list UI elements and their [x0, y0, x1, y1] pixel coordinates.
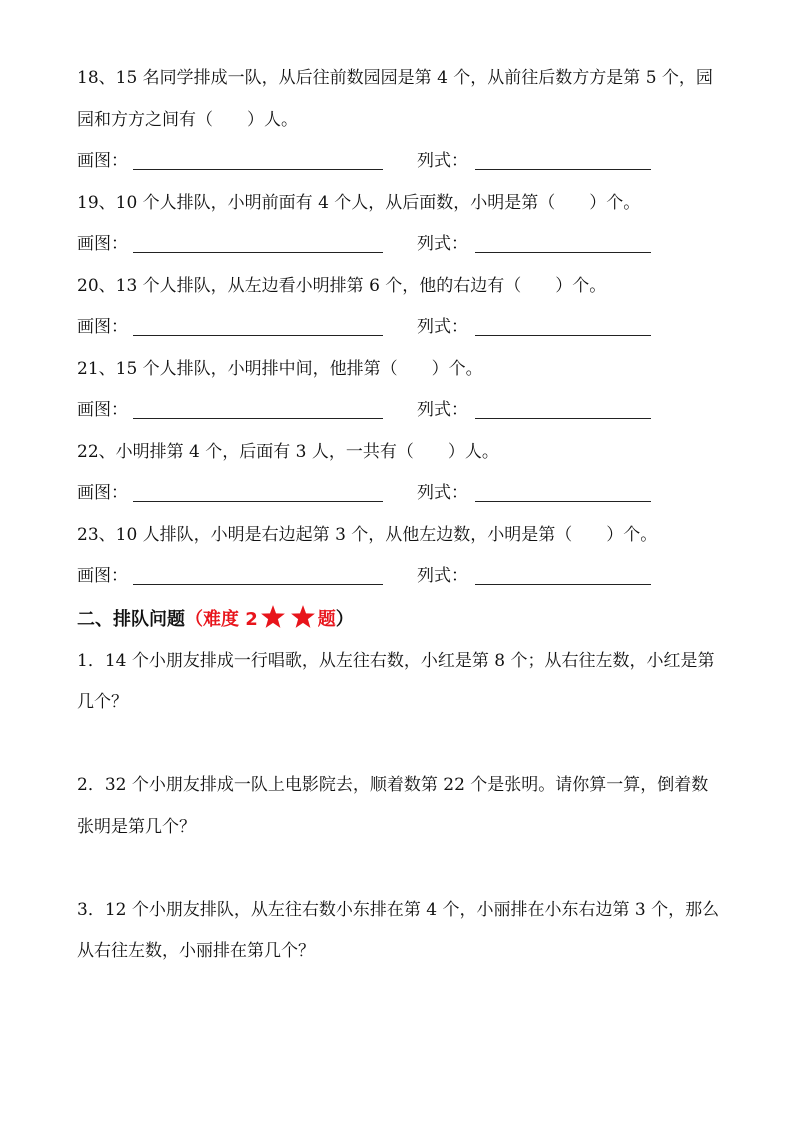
- equation-label: 列式：: [417, 566, 468, 586]
- draw-answer-blank[interactable]: [133, 335, 383, 336]
- question-18-line-2: 园和方方之间有（ ）人。: [77, 110, 298, 130]
- draw-label: 画图：: [77, 483, 128, 503]
- problem-3-line-1: 3．12 个小朋友排队，从左往右数小东排在第 4 个，小丽排在小东右边第 3 个，那么: [77, 900, 720, 920]
- question-23-text: 23、10 人排队，小明是右边起第 3 个，从他左边数，小明是第（ ）个。: [77, 525, 658, 545]
- problem-1-line-1: 1．14 个小朋友排成一行唱歌，从左往右数，小红是第 8 个；从右往左数，小红是第: [77, 651, 715, 671]
- section-2-paren-open: （: [185, 609, 203, 630]
- equation-answer-blank[interactable]: [475, 169, 651, 170]
- draw-answer-blank[interactable]: [133, 501, 383, 502]
- difficulty-label: 难度 2: [203, 609, 258, 630]
- question-21-work-row: [77, 398, 677, 422]
- draw-answer-blank[interactable]: [133, 418, 383, 419]
- question-20-work-row: [77, 315, 677, 339]
- question-18-line-1: 18、15 名同学排成一队，从后往前数园园是第 4 个，从前往后数方方是第 5 个，园: [77, 68, 713, 88]
- section-2-title: 二、排队问题: [77, 609, 185, 630]
- problem-2-line-2: 张明是第几个？: [77, 817, 196, 837]
- difficulty-suffix: 题: [317, 609, 336, 630]
- star-icon: [290, 604, 316, 630]
- question-22-text: 22、小明排第 4 个，后面有 3 人，一共有（ ）人。: [77, 442, 499, 462]
- draw-label: 画图：: [77, 234, 128, 254]
- equation-answer-blank[interactable]: [475, 252, 651, 253]
- problem-2-line-1: 2．32 个小朋友排成一队上电影院去，顺着数第 22 个是张明。请你算一算，倒着数: [77, 775, 709, 795]
- draw-label: 画图：: [77, 151, 128, 171]
- section-2-heading: [77, 604, 354, 634]
- equation-answer-blank[interactable]: [475, 501, 651, 502]
- equation-answer-blank[interactable]: [475, 418, 651, 419]
- section-2-paren-close: ）: [335, 609, 354, 630]
- equation-label: 列式：: [417, 400, 468, 420]
- draw-answer-blank[interactable]: [133, 169, 383, 170]
- draw-label: 画图：: [77, 566, 128, 586]
- problem-3-line-2: 从右往左数，小丽排在第几个？: [77, 941, 315, 961]
- equation-label: 列式：: [417, 151, 468, 171]
- question-18-work-row: [77, 149, 677, 173]
- equation-answer-blank[interactable]: [475, 584, 651, 585]
- draw-answer-blank[interactable]: [133, 584, 383, 585]
- question-21-text: 21、15 个人排队，小明排中间，他排第（ ）个。: [77, 359, 483, 379]
- draw-label: 画图：: [77, 400, 128, 420]
- question-19-text: 19、10 个人排队，小明前面有 4 个人，从后面数，小明是第（ ）个。: [77, 193, 641, 213]
- draw-answer-blank[interactable]: [133, 252, 383, 253]
- question-23-work-row: [77, 564, 677, 588]
- equation-answer-blank[interactable]: [475, 335, 651, 336]
- question-20-text: 20、13 个人排队，从左边看小明排第 6 个，他的右边有（ ）个。: [77, 276, 607, 296]
- question-22-work-row: [77, 481, 677, 505]
- equation-label: 列式：: [417, 317, 468, 337]
- star-icon: [260, 604, 286, 630]
- problem-1-line-2: 几个？: [77, 692, 128, 712]
- equation-label: 列式：: [417, 234, 468, 254]
- question-19-work-row: [77, 232, 677, 256]
- draw-label: 画图：: [77, 317, 128, 337]
- equation-label: 列式：: [417, 483, 468, 503]
